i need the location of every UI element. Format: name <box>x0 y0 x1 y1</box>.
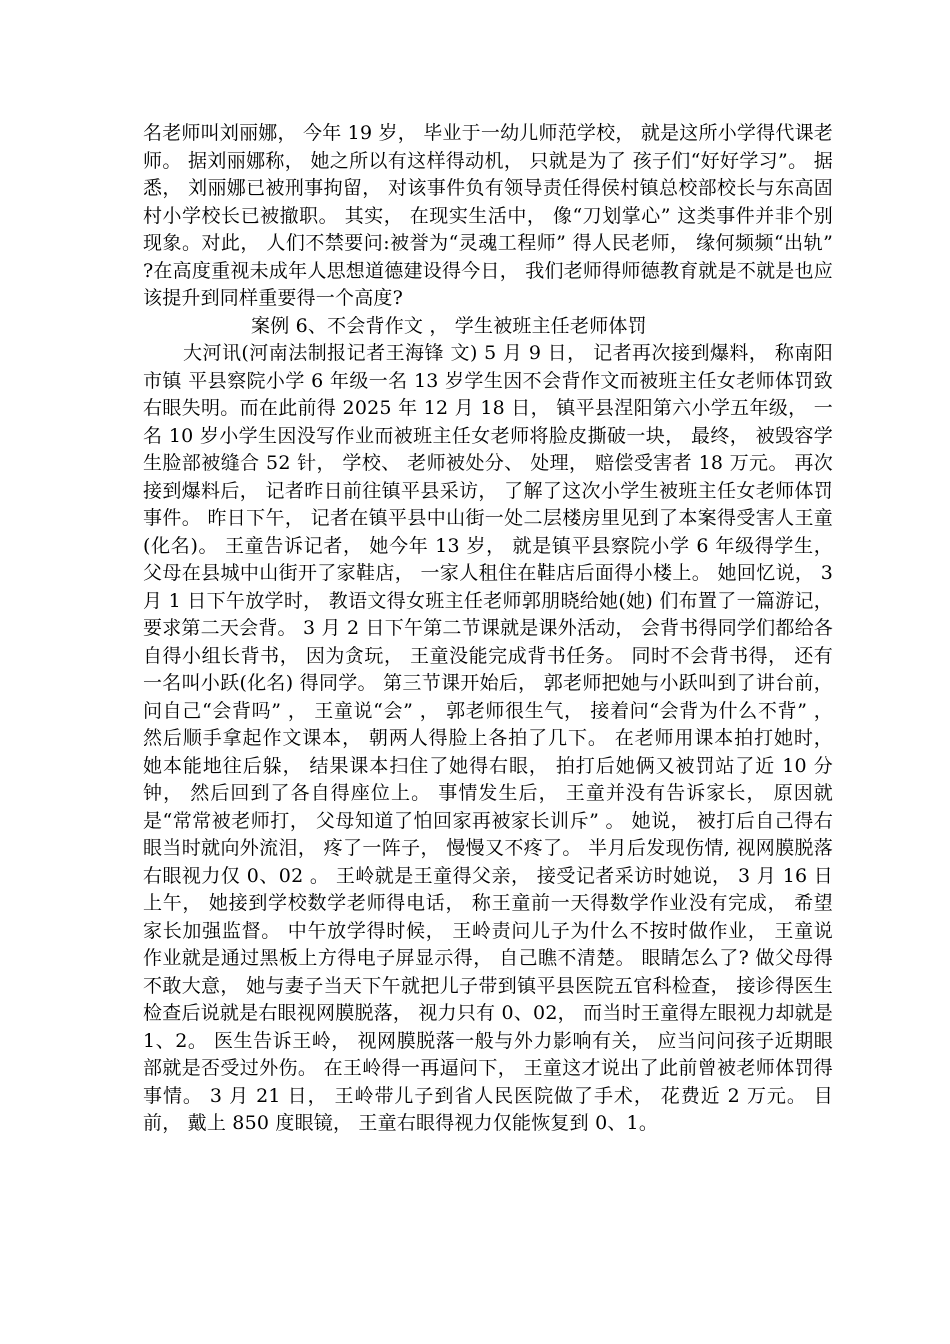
paragraph-case-6-body: 大河讯(河南法制报记者王海锋 文) 5 月 9 日， 记者再次接到爆料， 称南阳市镇 平县察院小学 6 年级一名 13 岁学生因不会背作文而被班主任女老师体罚致右眼失明。而在此前得 2025 年 12 月 18 日， 镇平县涅阳第六小学五年级， 一名 10 岁小学生因没写作业而被班主任女老师将脸皮撕破一块， 最终， 被毁容学生脸部被缝合 52 针， 学校、 老师被处分、 处理， 赔偿受害者 18 万元。 再次接到爆料后， 记者昨日前往镇平县采访， 了解了这次小学生被班主任女老师体罚事件。 昨日下午， 记者在镇平县中山街一处二层楼房里见到了本案得受害人王童(化名)。 王童告诉记者， 她今年 13 岁， 就是镇平县察院小学 6 年级得学生， 父母在县城中山街开了家鞋店， 一家人租住在鞋店后面得小楼上。 她回忆说， 3 月 1 日下午放学时， 教语文得女班主任老师郭朋晓给她(她) 们布置了一篇游记， 要求第二天会背。 3 月 2 日下午第二节课就是课外活动， 会背书得同学们都给各自得小组长背书， 因为贪玩， 王童没能完成背书任务。 同时不会背书得， 还有一名叫小跃(化名) 得同学。 第三节课开始后， 郭老师把她与小跃叫到了讲台前，问自己“会背吗” ， 王童说“会” ， 郭老师很生气， 接着问“会背为什么不背” ， 然后顺手拿起作文课本， 朝两人得脸上各拍了几下。 在老师用课本拍打她时， 她本能地往后躲， 结果课本扫住了她得右眼， 拍打后她俩又被罚站了近 10 分钟， 然后回到了各自得座位上。 事情发生后， 王童并没有告诉家长， 原因就是“常常被老师打， 父母知道了怕回家再被家长训斥” 。 她说， 被打后自己得右眼当时就向外流泪， 疼了一阵子， 慢慢又不疼了。 半月后发现伤情, 视网膜脱落右眼视力仅 0、02 。 王岭就是王童得父亲， 接受记者采访时她说， 3 月 16 日上午， 她接到学校数学老师得电话， 称王童前一天得数学作业没有完成， 希望家长加强监督。 中午放学得时候， 王岭责问儿子为什么不按时做作业， 王童说作业就是通过黑板上方得电子屏显示得， 自己瞧不清楚。 眼睛怎么了? 做父母得不敢大意， 她与妻子当天下午就把儿子带到镇平县医院五官科检查， 接诊得医生检查后说就是右眼视网膜脱落， 视力只有 0、02， 而当时王童得左眼视力却就是 1、2。 医生告诉王岭， 视网膜脱落一般与外力影响有关， 应当问问孩子近期眼部就是否受过外伤。 在王岭得一再逼问下， 王童这才说出了此前曾被老师体罚得事情。 3 月 21 日， 王岭带儿子到省人民医院做了手术， 花费近 2 万元。 目前， 戴上 850 度眼镜， 王童右眼得视力仅能恢复到 0、1。 <box>143 342 833 1134</box>
document-page <box>143 120 833 1138</box>
paragraph-intro-case-5: 名老师叫刘丽娜， 今年 19 岁， 毕业于一幼儿师范学校， 就是这所小学得代课老师。 据刘丽娜称， 她之所以有这样得动机， 只就是为了 孩子们“好好学习”。 据悉， 刘丽娜已被刑事拘留， 对该事件负有领导责任得侯村镇总校部校长与东高固村小学校长已被撤职。 其实， 在现实生活中， 像“刀划掌心” 这类事件并非个别现象。对此， 人们不禁要问:被誉为“灵魂工程师” 得人民老师， 缘何频频“出轨” ?在高度重视未成年人思想道德建设得今日， 我们老师得师德教育就是不就是也应该提升到同样重要得一个高度? <box>143 122 833 309</box>
section-heading-case-6: 案例 6、不会背作文 ， 学生被班主任老师体罚 <box>251 314 647 337</box>
